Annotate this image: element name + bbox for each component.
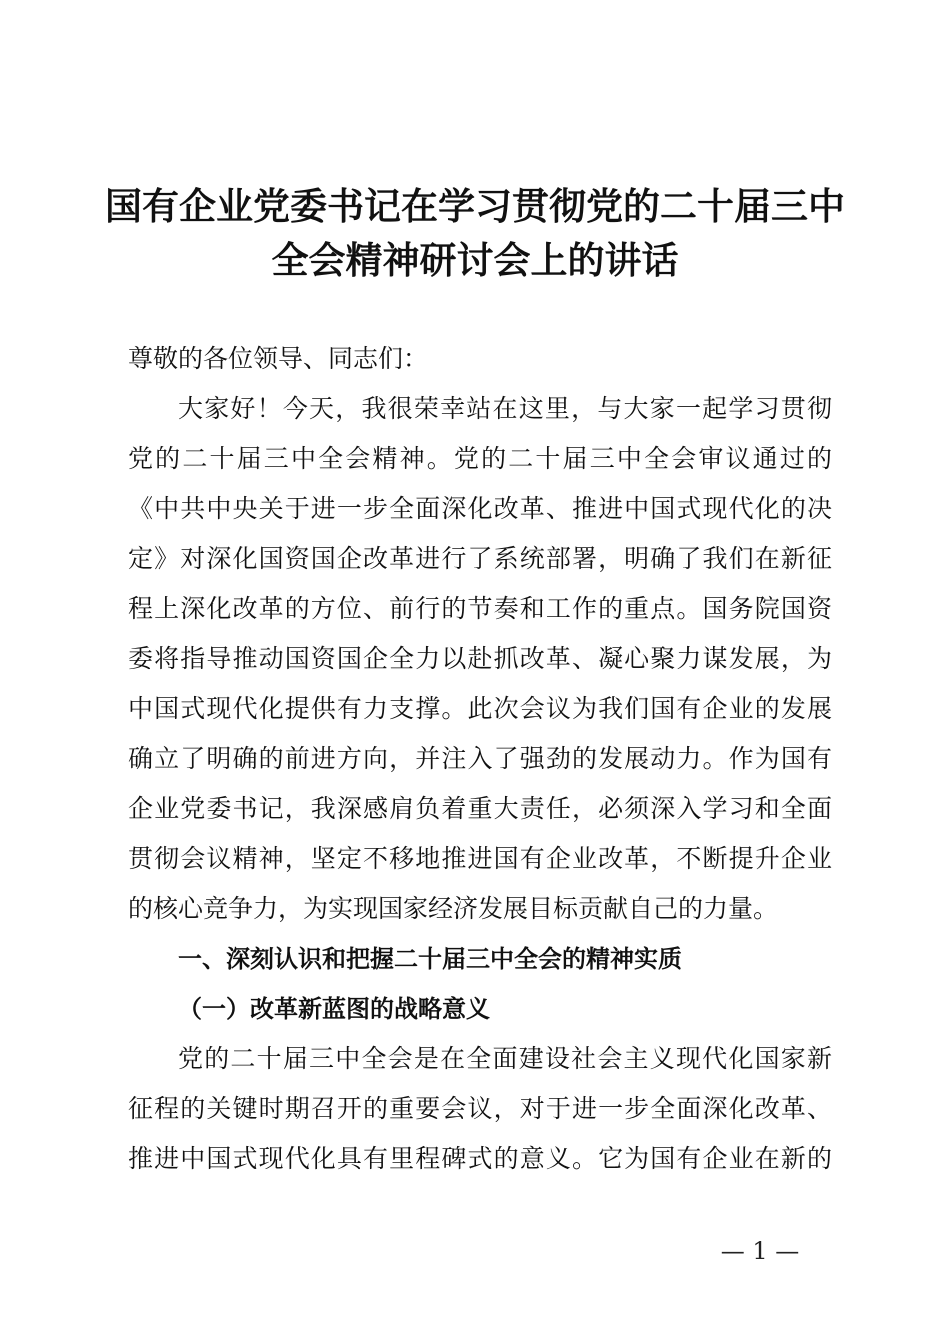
- paragraph-line: 大家好！今天，我很荣幸站在这里，与大家一起学习贯彻: [178, 394, 832, 423]
- document-body: [128, 334, 832, 1184]
- section-heading: 一、深刻认识和把握二十届三中全会的精神实质: [178, 945, 682, 973]
- document-title: [80, 180, 870, 288]
- paragraph-line: 《中共中央关于进一步全面深化改革、推进中国式现代化的决: [128, 494, 832, 523]
- paragraph-line: 征程的关键时期召开的重要会议，对于进一步全面深化改革、: [128, 1094, 832, 1123]
- title-line: 全会精神研讨会上的讲话: [271, 239, 679, 282]
- page-number: — 1 —: [720, 1237, 800, 1265]
- paragraph-line: 的核心竞争力，为实现国家经济发展目标贡献自己的力量。: [128, 894, 779, 923]
- paragraph-line: 党的二十届三中全会是在全面建设社会主义现代化国家新: [178, 1044, 832, 1073]
- paragraph-2: [128, 1034, 832, 1184]
- paragraph-line: 程上深化改革的方位、前行的节奏和工作的重点。国务院国资: [128, 594, 832, 623]
- paragraph-line: 贯彻会议精神，坚定不移地推进国有企业改革，不断提升企业: [128, 844, 832, 873]
- paragraph-line: 党的二十届三中全会精神。党的二十届三中全会审议通过的: [128, 444, 832, 473]
- paragraph-line: 确立了明确的前进方向，并注入了强劲的发展动力。作为国有: [128, 744, 832, 773]
- paragraph-line: 企业党委书记，我深感肩负着重大责任，必须深入学习和全面: [128, 794, 832, 823]
- subsection-heading: （一）改革新蓝图的战略意义: [178, 995, 490, 1023]
- paragraph-1: [128, 384, 832, 934]
- paragraph-line: 委将指导推动国资国企全力以赴抓改革、凝心聚力谋发展，为: [128, 644, 832, 673]
- paragraph-line: 推进中国式现代化具有里程碑式的意义。它为国有企业在新的: [128, 1144, 832, 1173]
- paragraph-line: 定》对深化国资国企改革进行了系统部署，明确了我们在新征: [128, 544, 832, 573]
- salutation: 尊敬的各位领导、同志们：: [128, 344, 429, 373]
- paragraph-line: 中国式现代化提供有力支撑。此次会议为我们国有企业的发展: [128, 694, 832, 723]
- title-line: 国有企业党委书记在学习贯彻党的二十届三中: [105, 185, 845, 228]
